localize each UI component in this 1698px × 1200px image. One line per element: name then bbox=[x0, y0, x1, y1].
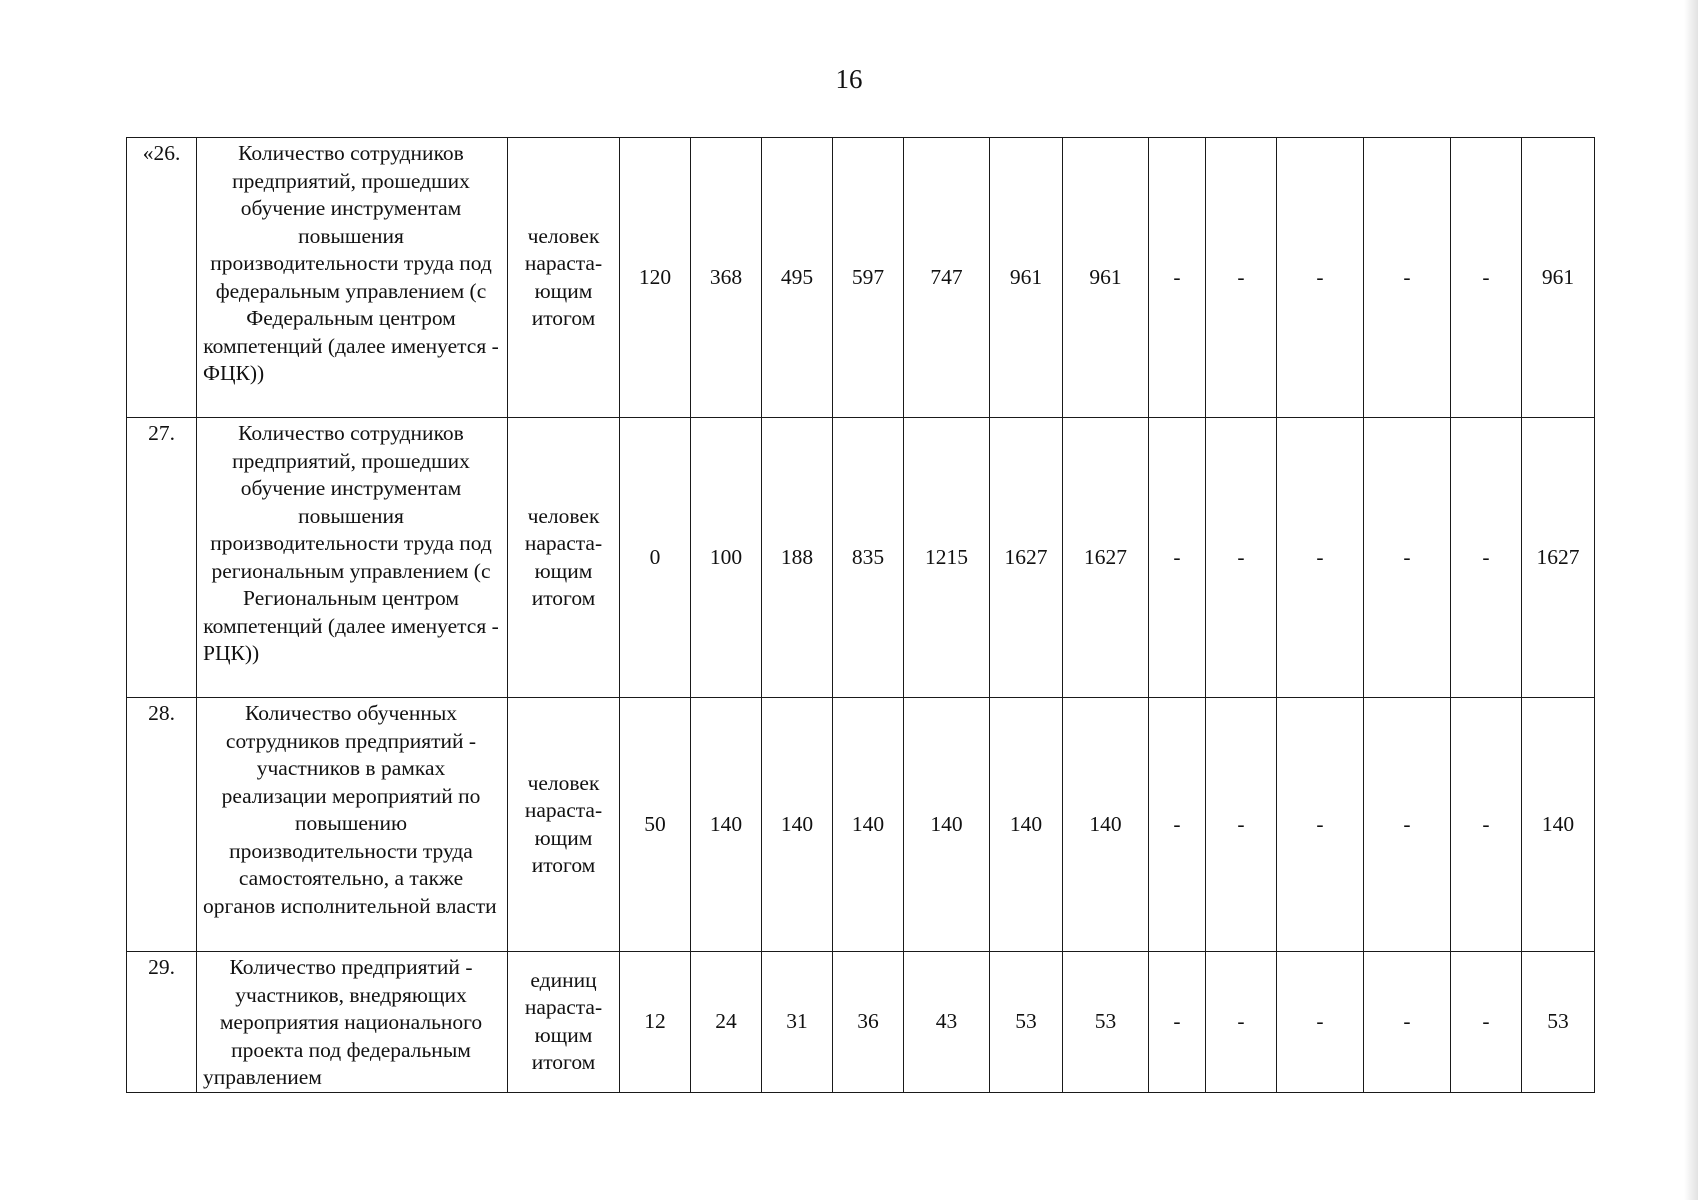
value-cell: - bbox=[1149, 418, 1206, 698]
value-cell: - bbox=[1277, 138, 1364, 418]
value-cell: 188 bbox=[762, 418, 833, 698]
value-cell: 961 bbox=[990, 138, 1063, 418]
indicator-name: Количество сотрудников предприятий, прошедших обучение инструментам повышения производительности труда под региональным управлением (с Региональным центром компетенций (далее именуется - РЦК)) bbox=[197, 418, 508, 698]
value-cell: 53 bbox=[1063, 952, 1149, 1093]
value-cell: 140 bbox=[904, 698, 990, 952]
row-number: 29. bbox=[127, 952, 197, 1093]
table-row bbox=[127, 952, 1595, 1093]
value-cell: 495 bbox=[762, 138, 833, 418]
value-cell: - bbox=[1277, 952, 1364, 1093]
value-cell: 53 bbox=[1522, 952, 1595, 1093]
value-cell: - bbox=[1206, 138, 1277, 418]
value-cell: 961 bbox=[1063, 138, 1149, 418]
indicator-name: Количество обученных сотрудников предприятий - участников в рамках реализации мероприятий по повышению производительности труда самостоятельно, а также органов исполнительной власти bbox=[197, 698, 508, 952]
value-cell: - bbox=[1149, 138, 1206, 418]
value-cell: - bbox=[1364, 952, 1451, 1093]
row-number: «26. bbox=[127, 138, 197, 418]
indicators-table bbox=[126, 137, 1595, 1093]
value-cell: 368 bbox=[691, 138, 762, 418]
value-cell: - bbox=[1277, 418, 1364, 698]
value-cell: - bbox=[1364, 418, 1451, 698]
value-cell: - bbox=[1451, 138, 1522, 418]
value-cell: 140 bbox=[691, 698, 762, 952]
value-cell: 140 bbox=[1063, 698, 1149, 952]
row-number: 27. bbox=[127, 418, 197, 698]
scan-edge-shadow bbox=[1684, 0, 1698, 1200]
value-cell: 140 bbox=[833, 698, 904, 952]
value-cell: - bbox=[1451, 418, 1522, 698]
value-cell: 1215 bbox=[904, 418, 990, 698]
unit-of-measure: единиц нараста-ющим итогом bbox=[508, 952, 620, 1093]
value-cell: 747 bbox=[904, 138, 990, 418]
unit-of-measure: человек нараста-ющим итогом bbox=[508, 698, 620, 952]
value-cell: 53 bbox=[990, 952, 1063, 1093]
value-cell: - bbox=[1206, 418, 1277, 698]
value-cell: 961 bbox=[1522, 138, 1595, 418]
value-cell: - bbox=[1149, 952, 1206, 1093]
value-cell: 50 bbox=[620, 698, 691, 952]
value-cell: 31 bbox=[762, 952, 833, 1093]
value-cell: - bbox=[1206, 952, 1277, 1093]
value-cell: 140 bbox=[1522, 698, 1595, 952]
page-number: 16 bbox=[835, 64, 863, 94]
value-cell: 140 bbox=[762, 698, 833, 952]
value-cell: 24 bbox=[691, 952, 762, 1093]
value-cell: 36 bbox=[833, 952, 904, 1093]
value-cell: - bbox=[1149, 698, 1206, 952]
value-cell: - bbox=[1364, 138, 1451, 418]
unit-of-measure: человек нараста-ющим итогом bbox=[508, 138, 620, 418]
row-number: 28. bbox=[127, 698, 197, 952]
value-cell: - bbox=[1206, 698, 1277, 952]
value-cell: 1627 bbox=[1522, 418, 1595, 698]
value-cell: - bbox=[1364, 698, 1451, 952]
value-cell: 1627 bbox=[990, 418, 1063, 698]
value-cell: 1627 bbox=[1063, 418, 1149, 698]
value-cell: 12 bbox=[620, 952, 691, 1093]
value-cell: 0 bbox=[620, 418, 691, 698]
value-cell: 140 bbox=[990, 698, 1063, 952]
value-cell: - bbox=[1451, 952, 1522, 1093]
table-row bbox=[127, 418, 1595, 698]
value-cell: 43 bbox=[904, 952, 990, 1093]
indicator-name: Количество сотрудников предприятий, прошедших обучение инструментам повышения производительности труда под федеральным управлением (с Федеральным центром компетенций (далее именуется - ФЦК)) bbox=[197, 138, 508, 418]
table-row bbox=[127, 698, 1595, 952]
indicator-name: Количество предприятий - участников, внедряющих мероприятия национального проекта под федеральным управлением bbox=[197, 952, 508, 1093]
value-cell: 100 bbox=[691, 418, 762, 698]
table-row bbox=[127, 138, 1595, 418]
value-cell: 120 bbox=[620, 138, 691, 418]
value-cell: - bbox=[1277, 698, 1364, 952]
unit-of-measure: человек нараста-ющим итогом bbox=[508, 418, 620, 698]
value-cell: 835 bbox=[833, 418, 904, 698]
value-cell: - bbox=[1451, 698, 1522, 952]
value-cell: 597 bbox=[833, 138, 904, 418]
